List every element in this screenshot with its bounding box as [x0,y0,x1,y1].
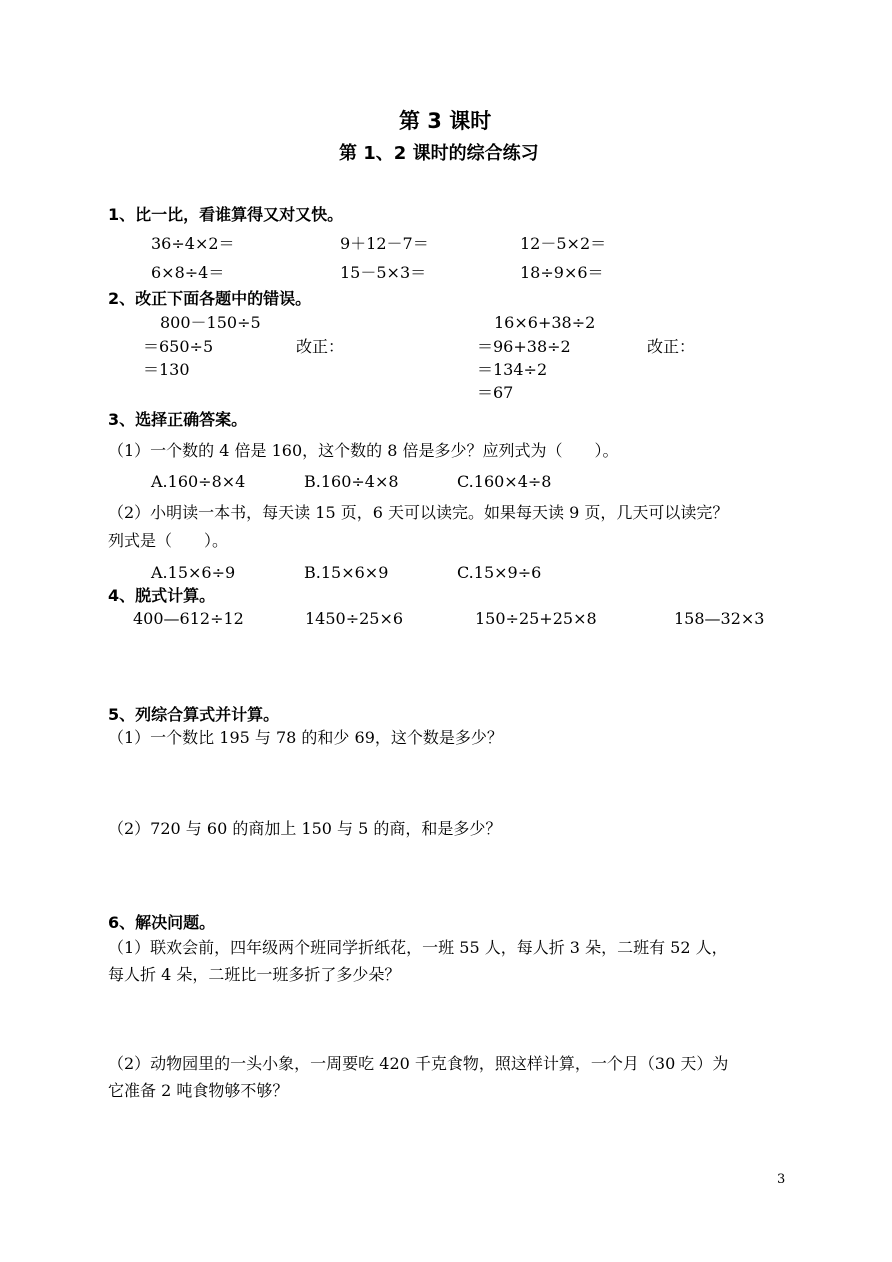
q6-problem-1-line1: （1）联欢会前，四年级两个班同学折纸花，一班 55 人，每人折 3 朵，二班有 52 人， [108,938,728,957]
q2-fix-label-left: 改正： [296,337,345,356]
q6-problem-2-line1: （2）动物园里的一头小象，一周要吃 420 千克食物，照这样计算，一个月（30 天）为 [108,1054,729,1073]
q4-item: 1450÷25×6 [305,609,404,628]
q1-item: 36÷4×2＝ [151,234,235,253]
q3-p2-option-c: C.15×9÷6 [457,563,542,582]
q1-item: 15－5×3＝ [340,263,427,282]
q3-problem-2-line1: （2）小明读一本书，每天读 15 页，6 天可以读完。如果每天读 9 页，几天可以读完？ [108,503,729,522]
section-1-heading: 1、比一比，看谁算得又对又快。 [108,205,344,224]
page-subtitle: 第 1、2 课时的综合练习 [339,143,539,164]
section-3-heading: 3、选择正确答案。 [108,410,248,429]
q3-p1-option-a: A.160÷8×4 [151,472,246,491]
q1-item: 9＋12－7＝ [340,234,429,253]
q3-p1-option-b: B.160÷4×8 [304,472,399,491]
q5-problem-1: （1）一个数比 195 与 78 的和少 69，这个数是多少？ [108,728,503,747]
section-6-heading: 6、解决问题。 [108,913,216,932]
section-2-heading: 2、改正下面各题中的错误。 [108,289,312,308]
q4-item: 158—32×3 [674,609,765,628]
q2-fix-label-right: 改正： [647,337,696,356]
q3-p1-option-c: C.160×4÷8 [457,472,552,491]
q2-left-line: 800－150÷5 [160,313,261,332]
q2-right-line: ＝67 [477,383,514,402]
q3-problem-2-line2: 列式是（ ）。 [108,531,229,550]
section-5-heading: 5、列综合算式并计算。 [108,705,280,724]
q2-right-line: 16×6+38÷2 [494,313,596,332]
q2-right-line: ＝96+38÷2 [477,337,571,356]
q2-left-line: ＝130 [143,360,190,379]
q3-p2-option-a: A.15×6÷9 [151,563,236,582]
q2-left-line: ＝650÷5 [143,337,214,356]
q3-p2-option-b: B.15×6×9 [304,563,389,582]
section-4-heading: 4、脱式计算。 [108,586,216,605]
q5-problem-2: （2）720 与 60 的商加上 150 与 5 的商，和是多少？ [108,819,502,838]
q4-item: 400—612÷12 [133,609,244,628]
q1-item: 6×8÷4＝ [151,263,225,282]
q6-problem-2-line2: 它准备 2 吨食物够不够？ [108,1081,289,1100]
q1-item: 12－5×2＝ [520,234,607,253]
page-number: 3 [777,1172,786,1187]
page-title: 第 3 课时 [399,109,492,133]
q2-right-line: ＝134÷2 [477,360,548,379]
q3-problem-1: （1）一个数的 4 倍是 160，这个数的 8 倍是多少？应列式为（ ）。 [108,441,619,460]
q4-item: 150÷25+25×8 [475,609,597,628]
q1-item: 18÷9×6＝ [520,263,604,282]
q6-problem-1-line2: 每人折 4 朵，二班比一班多折了多少朵？ [108,965,401,984]
